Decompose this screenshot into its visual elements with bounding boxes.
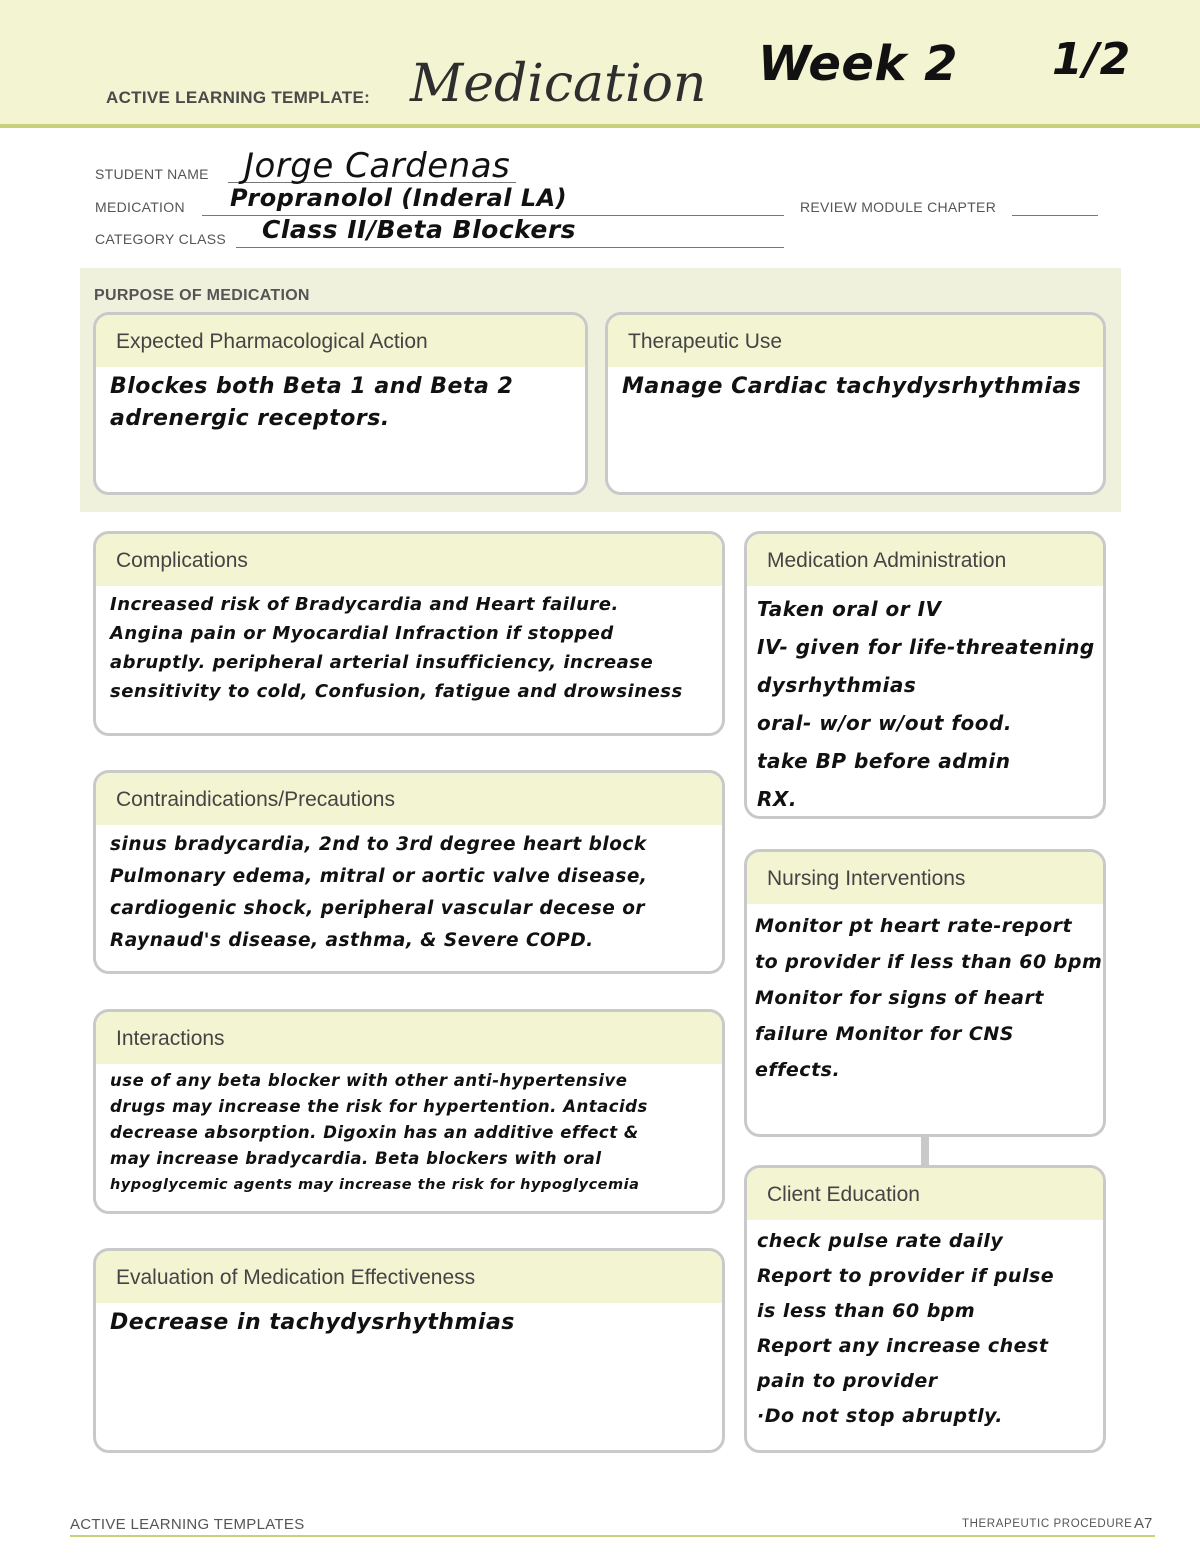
therapeutic-use-header <box>608 315 1103 367</box>
student-name-label: STUDENT NAME <box>95 166 209 182</box>
nursing-interventions-header <box>747 852 1103 904</box>
client-education-box <box>744 1165 1106 1453</box>
administration-text[interactable] <box>747 586 1103 818</box>
nursing-interventions-title: Nursing Interventions <box>767 867 966 890</box>
text-line: Report any increase chest <box>757 1335 1049 1357</box>
evaluation-box <box>93 1248 725 1453</box>
text-line: Pulmonary edema, mitral or aortic valve disease, <box>110 866 648 887</box>
medication-label: MEDICATION <box>95 199 185 215</box>
administration-header <box>747 534 1103 586</box>
text-line: drugs may increase the risk for hypertention. Antacids <box>110 1097 648 1116</box>
text-line: Manage Cardiac tachydysrhythmias <box>622 374 1082 399</box>
review-module-line <box>1012 215 1098 216</box>
interactions-text[interactable] <box>96 1064 722 1198</box>
text-line: Decrease in tachydysrhythmias <box>110 1310 515 1335</box>
evaluation-title: Evaluation of Medication Effectiveness <box>116 1266 476 1289</box>
text-line: cardiogenic shock, peripheral vascular decese or <box>110 898 646 919</box>
client-education-header <box>747 1168 1103 1220</box>
nursing-interventions-text[interactable] <box>747 904 1103 1088</box>
evaluation-text[interactable] <box>96 1303 722 1339</box>
header-rule <box>0 124 1200 128</box>
text-line: failure Monitor for CNS <box>755 1023 1014 1045</box>
footer-right: THERAPEUTIC PROCEDURE <box>962 1518 1133 1530</box>
expected-action-title: Expected Pharmacological Action <box>116 330 428 353</box>
evaluation-header <box>96 1251 722 1303</box>
text-line: Angina pain or Myocardial Infraction if stopped <box>110 623 614 644</box>
expected-action-text[interactable] <box>96 367 585 435</box>
text-line: Monitor for signs of heart <box>755 987 1044 1009</box>
interactions-header <box>96 1012 722 1064</box>
footer-page-number: A7 <box>1134 1515 1153 1532</box>
text-line: sensitivity to cold, Confusion, fatigue and drowsiness <box>110 681 683 702</box>
expected-action-header <box>96 315 585 367</box>
client-education-text[interactable] <box>747 1220 1103 1434</box>
contraindications-header <box>96 773 722 825</box>
medication-value[interactable]: Propranolol (Inderal LA) <box>230 184 568 212</box>
complications-text[interactable] <box>96 586 722 706</box>
text-line: Increased risk of Bradycardia and Heart failure. <box>110 594 619 615</box>
week-note: Week 2 <box>758 36 959 92</box>
footer-left: ACTIVE LEARNING TEMPLATES <box>70 1516 305 1533</box>
complications-title: Complications <box>116 549 248 572</box>
administration-title: Medication Administration <box>767 549 1007 572</box>
interactions-box <box>93 1009 725 1214</box>
student-name-value[interactable]: Jorge Cardenas <box>244 146 511 186</box>
text-line: check pulse rate daily <box>757 1230 1004 1252</box>
text-line: take BP before admin <box>757 749 1011 773</box>
text-line: adrenergic receptors. <box>110 406 390 431</box>
text-line: ·Do not stop abruptly. <box>757 1405 1003 1427</box>
footer-rule <box>70 1535 1155 1537</box>
administration-box <box>744 531 1106 819</box>
text-line: dysrhythmias <box>757 673 917 697</box>
template-title: Medication <box>410 54 707 114</box>
purpose-title: PURPOSE OF MEDICATION <box>94 287 310 304</box>
text-line: abruptly. peripheral arterial insufficiency, increase <box>110 652 654 673</box>
text-line: IV- given for life-threatening <box>757 635 1095 659</box>
page-note: 1/2 <box>1052 34 1131 85</box>
text-line: pain to provider <box>757 1370 938 1392</box>
category-class-value[interactable]: Class II/Beta Blockers <box>262 215 577 244</box>
text-line: may increase bradycardia. Beta blockers with oral <box>110 1149 602 1168</box>
nursing-interventions-box <box>744 849 1106 1137</box>
therapeutic-use-text[interactable] <box>608 367 1103 403</box>
text-line: effects. <box>755 1059 841 1081</box>
text-line: is less than 60 bpm <box>757 1300 976 1322</box>
complications-header <box>96 534 722 586</box>
text-line: Raynaud's disease, asthma, & Severe COPD. <box>110 930 594 951</box>
category-class-line <box>236 247 784 248</box>
text-line: sinus bradycardia, 2nd to 3rd degree heart block <box>110 834 647 855</box>
contraindications-title: Contraindications/Precautions <box>116 788 395 811</box>
text-line: Report to provider if pulse <box>757 1265 1055 1287</box>
therapeutic-use-box <box>605 312 1106 495</box>
template-label: ACTIVE LEARNING TEMPLATE: <box>106 88 371 107</box>
text-line: hypoglycemic agents may increase the risk for hypoglycemia <box>110 1177 640 1193</box>
contraindications-text[interactable] <box>96 825 722 957</box>
text-line: use of any beta blocker with other anti-hypertensive <box>110 1071 628 1090</box>
text-line: decrease absorption. Digoxin has an additive effect & <box>110 1123 639 1142</box>
expected-action-box <box>93 312 588 495</box>
box-connector <box>921 1135 929 1167</box>
text-line: to provider if less than 60 bpm <box>755 951 1103 973</box>
client-education-title: Client Education <box>767 1183 920 1206</box>
interactions-title: Interactions <box>116 1027 225 1050</box>
contraindications-box <box>93 770 725 974</box>
text-line: oral- w/or w/out food. <box>757 711 1012 735</box>
review-module-label: REVIEW MODULE CHAPTER <box>800 199 997 215</box>
text-line: Monitor pt heart rate-report <box>755 915 1073 937</box>
complications-box <box>93 531 725 736</box>
text-line: Taken oral or IV <box>757 597 942 621</box>
text-line: Blockes both Beta 1 and Beta 2 <box>110 374 514 399</box>
therapeutic-use-title: Therapeutic Use <box>628 330 783 353</box>
category-class-label: CATEGORY CLASS <box>95 231 227 247</box>
text-line: RX. <box>757 787 797 811</box>
